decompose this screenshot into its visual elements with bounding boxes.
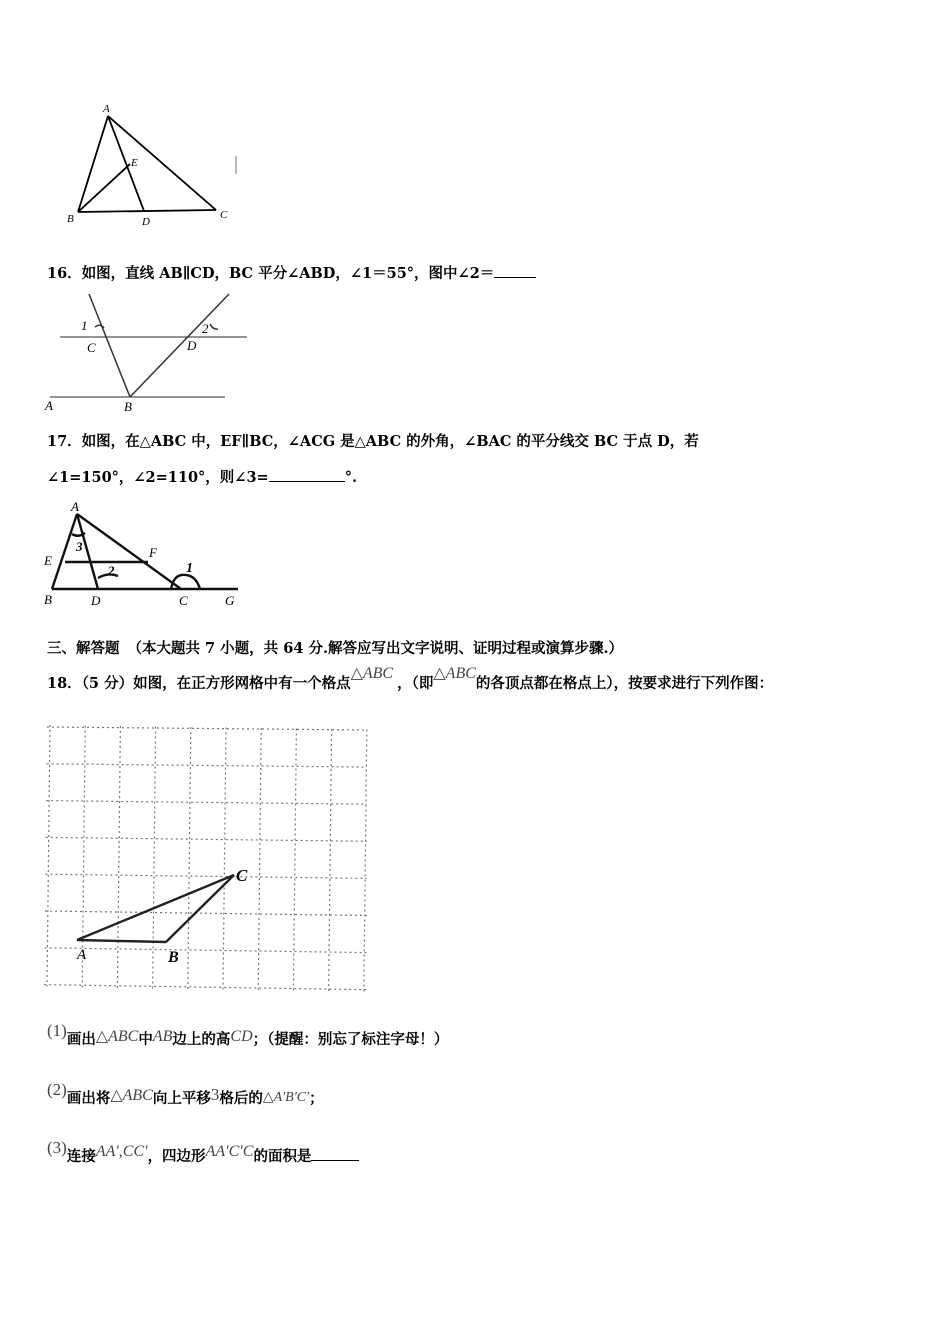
grid-hline — [46, 801, 367, 805]
q18-sub1-d: ；（提醒：别忘了标注字母！） — [252, 1031, 449, 1048]
q17-number: 17． — [47, 433, 82, 450]
grid-label-c: C — [236, 866, 248, 885]
q17-label-a: A — [71, 499, 79, 514]
q18-sub2-m1: △ABC — [110, 1087, 153, 1104]
q16-label-d: D — [187, 338, 197, 353]
q18-sub3-m2: AA′C′C — [205, 1143, 254, 1160]
figure-q17 — [38, 498, 248, 608]
fig15-label-d: D — [142, 216, 150, 228]
grid-vline — [223, 728, 226, 991]
grid-hline — [45, 948, 367, 953]
q18-sub2-a: 画出将 — [66, 1090, 111, 1107]
grid-label-a: A — [77, 947, 87, 963]
q18-sub-3 — [47, 1138, 359, 1166]
q17-label-d: D — [91, 593, 101, 608]
q18-text-b: ，（即 — [397, 675, 434, 692]
fig15-label-c: C — [220, 209, 228, 221]
grid-vline — [258, 728, 261, 991]
question-17-line2 — [47, 466, 357, 487]
q18-triangle-2: △ABC — [433, 665, 476, 682]
q17-text-line2: ∠1=150°，∠2=110°，则∠3= — [47, 469, 269, 486]
q18-sub2-m3: △A'B'C' — [262, 1090, 310, 1105]
grid-hline — [45, 911, 367, 916]
question-17-line1 — [47, 430, 699, 451]
fig15-label-e: E — [131, 157, 138, 169]
q16-angle-2: 2 — [202, 321, 209, 336]
grid-hline — [47, 764, 367, 767]
q18-sub1-a: 画出 — [66, 1031, 96, 1048]
figure-q18-grid — [44, 722, 369, 992]
q18-sub2-c: 格后的 — [219, 1090, 263, 1107]
q18-sub1-m1: △ABC — [95, 1028, 139, 1045]
q17-label-e: E — [44, 553, 52, 568]
q18-sub1-b: 中 — [138, 1031, 153, 1048]
grid-hline — [44, 985, 367, 990]
question-16 — [47, 262, 536, 283]
q18-sub1-m2: AB — [152, 1028, 173, 1045]
q18-sub1-c: 边上的高 — [172, 1031, 231, 1048]
fig15-label-a: A — [103, 103, 110, 115]
q16-number: 16． — [47, 265, 82, 282]
q18-sub3-answer-blank[interactable] — [311, 1148, 359, 1161]
q17-angle-2: 2 — [108, 563, 115, 578]
q17-answer-blank[interactable] — [269, 469, 345, 482]
grid-hline — [47, 727, 367, 730]
section-3-header — [47, 637, 623, 658]
q17-angle-3: 3 — [76, 539, 83, 554]
q18-triangle-1: △ABC — [350, 665, 394, 682]
question-18 — [47, 665, 774, 693]
q17-label-c: C — [179, 593, 188, 608]
grid-label-b: B — [168, 949, 179, 966]
fig15-label-b: B — [67, 213, 74, 225]
q18-sub3-c: 的面积是 — [253, 1148, 312, 1165]
q18-number: 18． — [47, 675, 82, 692]
q18-sub3-b: ，四边形 — [147, 1148, 206, 1165]
q16-angle-1: 1 — [81, 318, 88, 333]
q18-score: （5 分） — [81, 675, 134, 692]
q16-label-c: C — [87, 340, 96, 355]
q18-sub3-m1: AA',CC' — [95, 1143, 148, 1160]
grid-vline — [329, 729, 332, 993]
q16-label-b: B — [124, 399, 132, 414]
grid-vline — [293, 729, 296, 993]
q18-sub-1 — [47, 1021, 449, 1049]
q17-angle-1: 1 — [186, 561, 193, 576]
q18-sub-2 — [47, 1080, 324, 1108]
q17-label-f: F — [149, 545, 157, 560]
q16-text: 如图，直线 AB∥CD，BC 平分∠ABD，∠1＝55°，图中∠2＝ — [81, 265, 495, 282]
q18-text-a: 如图，在正方形网格中有一个格点 — [133, 675, 351, 692]
q17-label-g: G — [225, 593, 235, 608]
section-3-note: （本大题共 7 小题，共 64 分.解答应写出文字说明、证明过程或演算步骤.） — [127, 640, 624, 657]
q16-label-a: A — [45, 398, 53, 413]
q18-sub3-num: (3) — [47, 1138, 67, 1157]
grid-hline — [46, 837, 367, 841]
q17-degree: °. — [344, 469, 358, 486]
q16-answer-blank[interactable] — [494, 265, 536, 278]
q17-label-b: B — [44, 592, 52, 607]
q18-text-c: 的各顶点都在格点上），按要求进行下列作图： — [475, 675, 774, 692]
q18-sub2-b: 向上平移 — [152, 1090, 211, 1107]
figure-q15 — [60, 98, 250, 233]
q18-sub3-a: 连接 — [66, 1148, 96, 1165]
section-3-title: 三、解答题 — [47, 640, 120, 657]
q17-text-line1: 如图，在△ABC 中，EF∥BC，∠ACG 是△ABC 的外角，∠BAC 的平分线交 BC 于点 D，若 — [81, 433, 699, 450]
q18-sub2-num: (2) — [47, 1080, 67, 1099]
q18-sub2-d: ； — [309, 1090, 324, 1107]
q18-sub1-m3: CD — [230, 1028, 253, 1045]
q18-sub2-m2: 3 — [210, 1085, 220, 1104]
grid-vline — [364, 730, 367, 994]
grid-hline — [45, 874, 366, 878]
q18-sub1-num: (1) — [47, 1021, 67, 1040]
figure-q16 — [40, 290, 260, 415]
